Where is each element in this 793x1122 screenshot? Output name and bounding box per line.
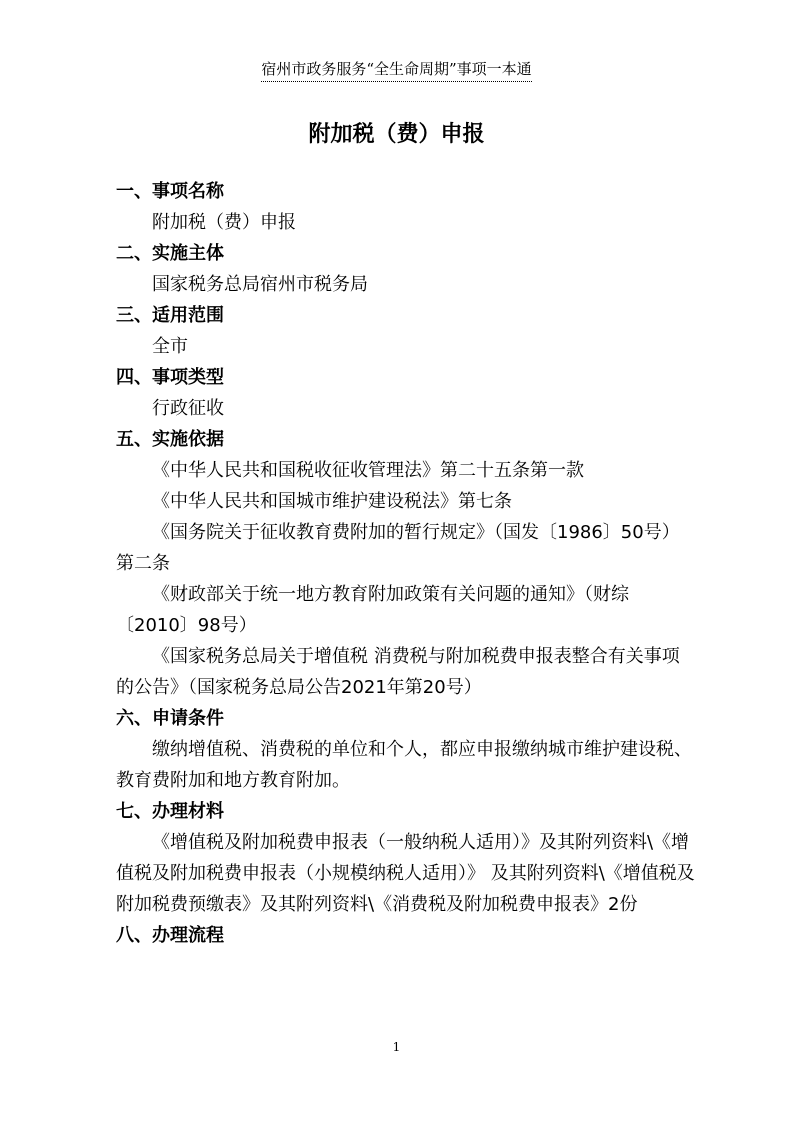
page-number: 1 — [392, 1040, 401, 1054]
section-paragraph: 《中华人民共和国城市维护建设税法》第七条 — [152, 491, 512, 512]
section-paragraph: 行政征收 — [152, 398, 224, 419]
section-paragraph: 《国务院关于征收教育费附加的暂行规定》（国发〔1986〕50号）第二条 — [116, 522, 680, 574]
section — [116, 796, 696, 920]
section-heading: 七、办理材料 — [116, 801, 224, 822]
section-paragraph: 《增值税及附加税费申报表（一般纳税人适用）》及其附列资料\《增值税及附加税费申报表（小规模纳税人适用）》 及其附列资料\《增值税及附加税费预缴表》及其附列资料\《消费税及附加税费申报表》2份 — [116, 832, 695, 915]
section — [116, 362, 696, 424]
section-heading: 二、实施主体 — [116, 243, 224, 264]
section — [116, 424, 696, 703]
section — [116, 238, 696, 300]
running-header-text: 宿州市政务服务“全生命周期”事项一本通 — [261, 58, 531, 82]
section-heading: 八、办理流程 — [116, 925, 224, 946]
document-title: 附加税（费）申报 — [308, 122, 485, 147]
section-heading: 四、事项类型 — [116, 367, 224, 388]
section-paragraph: 《财政部关于统一地方教育附加政策有关问题的通知》（财综〔2010〕98号） — [116, 584, 629, 636]
section — [116, 300, 696, 362]
section — [116, 920, 696, 951]
section-paragraph: 附加税（费）申报 — [152, 212, 296, 233]
running-header — [0, 58, 793, 82]
section-heading: 五、实施依据 — [116, 429, 224, 450]
section-heading: 三、适用范围 — [116, 305, 224, 326]
section-paragraph: 缴纳增值税、消费税的单位和个人，都应申报缴纳城市维护建设税、教育费附加和地方教育附加。 — [116, 739, 692, 791]
section-paragraph: 全市 — [152, 336, 188, 357]
document-body — [116, 176, 696, 951]
section-paragraph: 《国家税务总局关于增值税 消费税与附加税费申报表整合有关事项的公告》（国家税务总局公告2021年第20号） — [116, 646, 680, 698]
section — [116, 703, 696, 796]
section-paragraph: 国家税务总局宿州市税务局 — [152, 274, 368, 295]
section — [116, 176, 696, 238]
section-heading: 六、申请条件 — [116, 708, 224, 729]
section-heading: 一、事项名称 — [116, 181, 224, 202]
section-paragraph: 《中华人民共和国税收征收管理法》第二十五条第一款 — [152, 460, 584, 481]
